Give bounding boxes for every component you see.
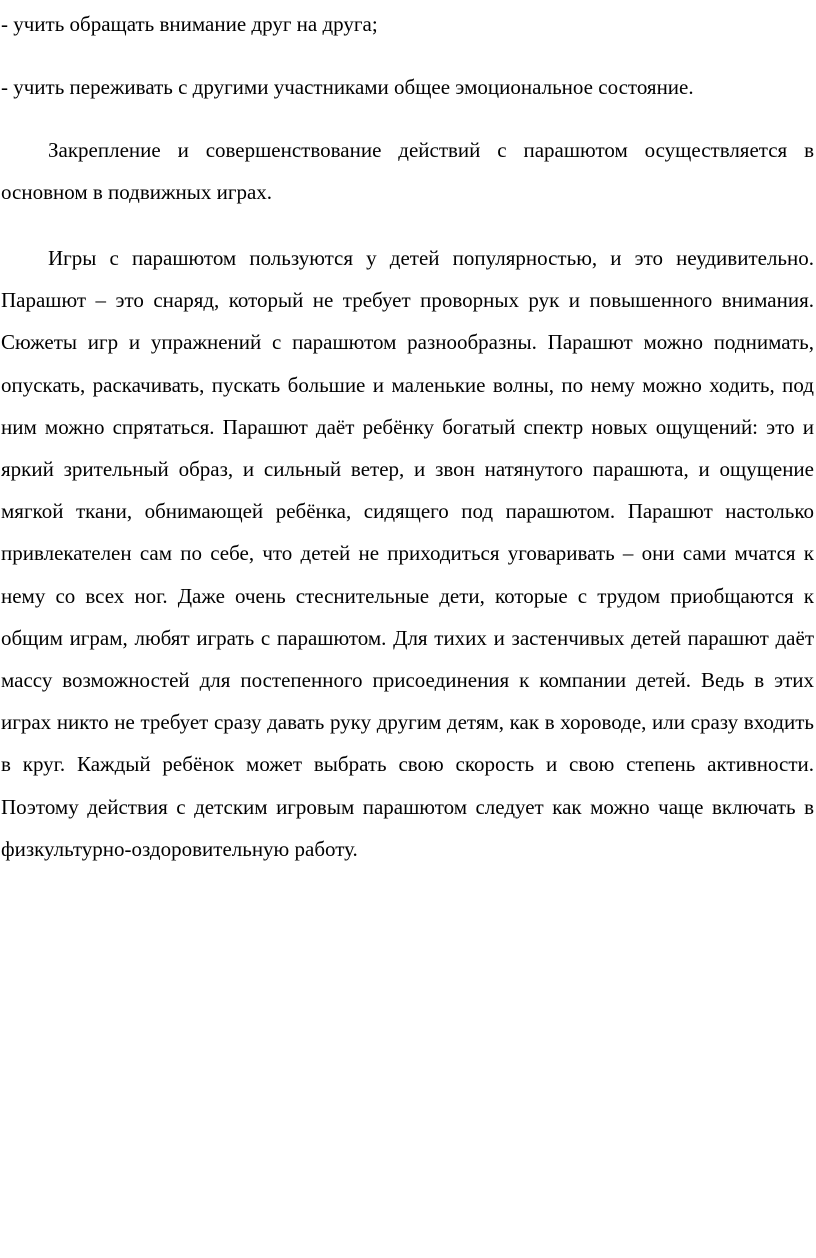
list-item: - учить обращать внимание друг на друга;	[1, 12, 378, 36]
paragraph: Игры с парашютом пользуются у детей популярностью, и это неудивительно. Парашют – это снаряд, который не требует проворных рук и повышенного внимания. Сюжеты игр и упражнений с парашютом разнообразны. Парашют можно поднимать, опускать, раскачивать, пускать большие и маленькие волны, по нему можно ходить, под ним можно спрятаться. Парашют даёт ребёнку богатый спектр новых ощущений: это и яркий зрительный образ, и сильный ветер, и звон натянутого парашюта, и ощущение мягкой ткани, обнимающей ребёнка, сидящего под парашютом. Парашют настолько привлекателен сам по себе, что детей не приходиться уговаривать – они сами мчатся к нему со всех ног. Даже очень стеснительные дети, которые с трудом приобщаются к общим играм, любят играть с парашютом. Для тихих и застенчивых детей парашют даёт массу возможностей для постепенного присоединения к компании детей. Ведь в этих играх никто не требует сразу давать руку другим детям, как в хороводе, или сразу входить в круг. Каждый ребёнок может выбрать свою скорость и свою степень активности. Поэтому действия с детским игровым парашютом следует как можно чаще включать в физкультурно-оздоровительную работу.	[1, 246, 814, 861]
paragraph: Закрепление и совершенствование действий с парашютом осуществляется в основном в подвижных играх.	[1, 138, 814, 205]
list-item: - учить переживать с другими участниками общее эмоциональное состояние.	[1, 75, 694, 99]
